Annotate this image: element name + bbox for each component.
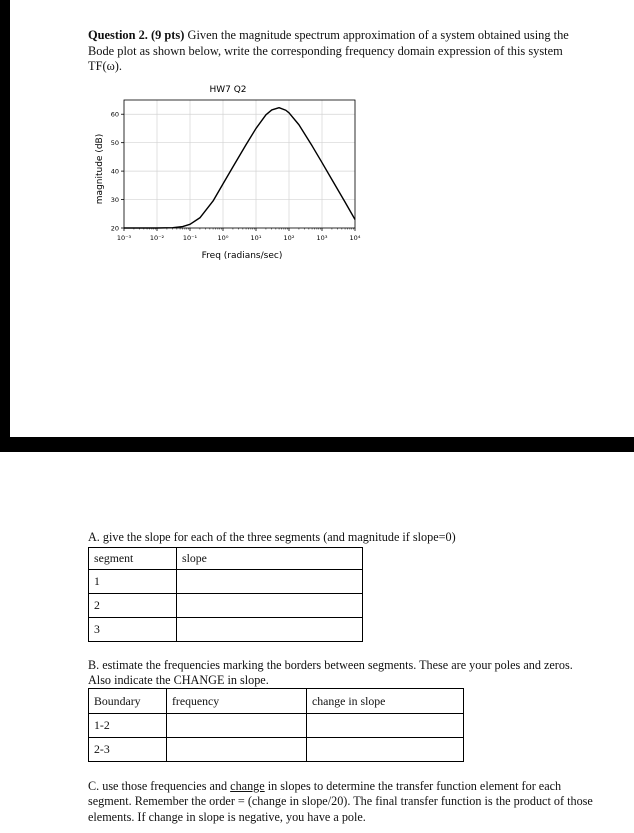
section-c-part1: C. use those frequencies and (88, 779, 231, 793)
x-tick-label: 10³ (316, 234, 328, 242)
header-frequency: frequency (167, 689, 307, 714)
x-tick-label: 10¹ (250, 234, 262, 242)
change-input-cell[interactable] (307, 714, 464, 738)
y-tick-label: 30 (110, 196, 119, 205)
x-tick-label: 10⁻¹ (182, 234, 198, 242)
segment-cell: 2 (89, 594, 177, 618)
left-border (0, 0, 10, 437)
table-row (89, 618, 363, 642)
table-row (89, 594, 363, 618)
boundary-cell: 2-3 (89, 738, 167, 762)
slope-input-cell[interactable] (177, 618, 363, 642)
question-label: Question 2. (9 pts) (88, 28, 185, 42)
y-tick-label: 50 (110, 139, 119, 148)
x-tick-label: 10⁻³ (116, 234, 132, 242)
section-a-prompt: A. give the slope for each of the three segments (and magnitude if slope=0) (88, 530, 456, 544)
section-c-text (88, 779, 598, 825)
question-body: Given the magnitude spectrum approximation of a system obtained using the Bode plot as shown below, write the corresponding frequency domain expression of this system TF(ω). (88, 28, 569, 73)
table-row (89, 738, 464, 762)
chart-title: HW7 Q2 (209, 85, 247, 95)
change-input-cell[interactable] (307, 738, 464, 762)
x-tick-label: 10⁻² (149, 234, 165, 242)
page-2 (0, 452, 634, 833)
table-row (89, 714, 464, 738)
header-slope: slope (177, 548, 363, 570)
question-text (88, 28, 596, 75)
table-header-row (89, 689, 464, 714)
table-row (89, 570, 363, 594)
y-tick-label: 40 (110, 167, 119, 176)
x-tick-label: 10⁴ (349, 234, 361, 242)
chart-ylabel: magnitude (dB) (95, 133, 105, 205)
boundary-cell: 1-2 (89, 714, 167, 738)
section-c-part2: in slopes to determine the transfer function element for each segment. Remember the order = (change in slope/20). The final transfer function is the product of those elements. If change in slope is negative, you have a pole. (88, 779, 593, 824)
chart-grid (124, 100, 355, 228)
segment-cell: 3 (89, 618, 177, 642)
table-header-row (89, 548, 363, 570)
y-tick-label: 20 (110, 224, 119, 233)
boundary-frequency-table (88, 688, 464, 762)
slope-input-cell[interactable] (177, 570, 363, 594)
x-tick-label: 10⁰ (217, 234, 229, 242)
chart-lines (124, 108, 355, 228)
bode-magnitude-chart (88, 78, 378, 263)
section-c-underlined: change (230, 779, 265, 793)
header-change-in-slope: change in slope (307, 689, 464, 714)
page-separator (0, 437, 634, 452)
frequency-input-cell[interactable] (167, 714, 307, 738)
slope-input-cell[interactable] (177, 594, 363, 618)
segment-cell: 1 (89, 570, 177, 594)
plot-frame (124, 100, 355, 228)
x-tick-label: 10² (283, 234, 295, 242)
y-tick-label: 60 (110, 110, 119, 119)
section-b-prompt: B. estimate the frequencies marking the borders between segments. These are your poles and zeros. Also indicate the CHANGE in slope. (88, 658, 573, 688)
magnitude-series-line (124, 108, 355, 228)
header-segment: segment (89, 548, 177, 570)
frequency-input-cell[interactable] (167, 738, 307, 762)
header-boundary: Boundary (89, 689, 167, 714)
chart-xlabel: Freq (radians/sec) (201, 251, 283, 261)
segment-slope-table (88, 547, 363, 642)
